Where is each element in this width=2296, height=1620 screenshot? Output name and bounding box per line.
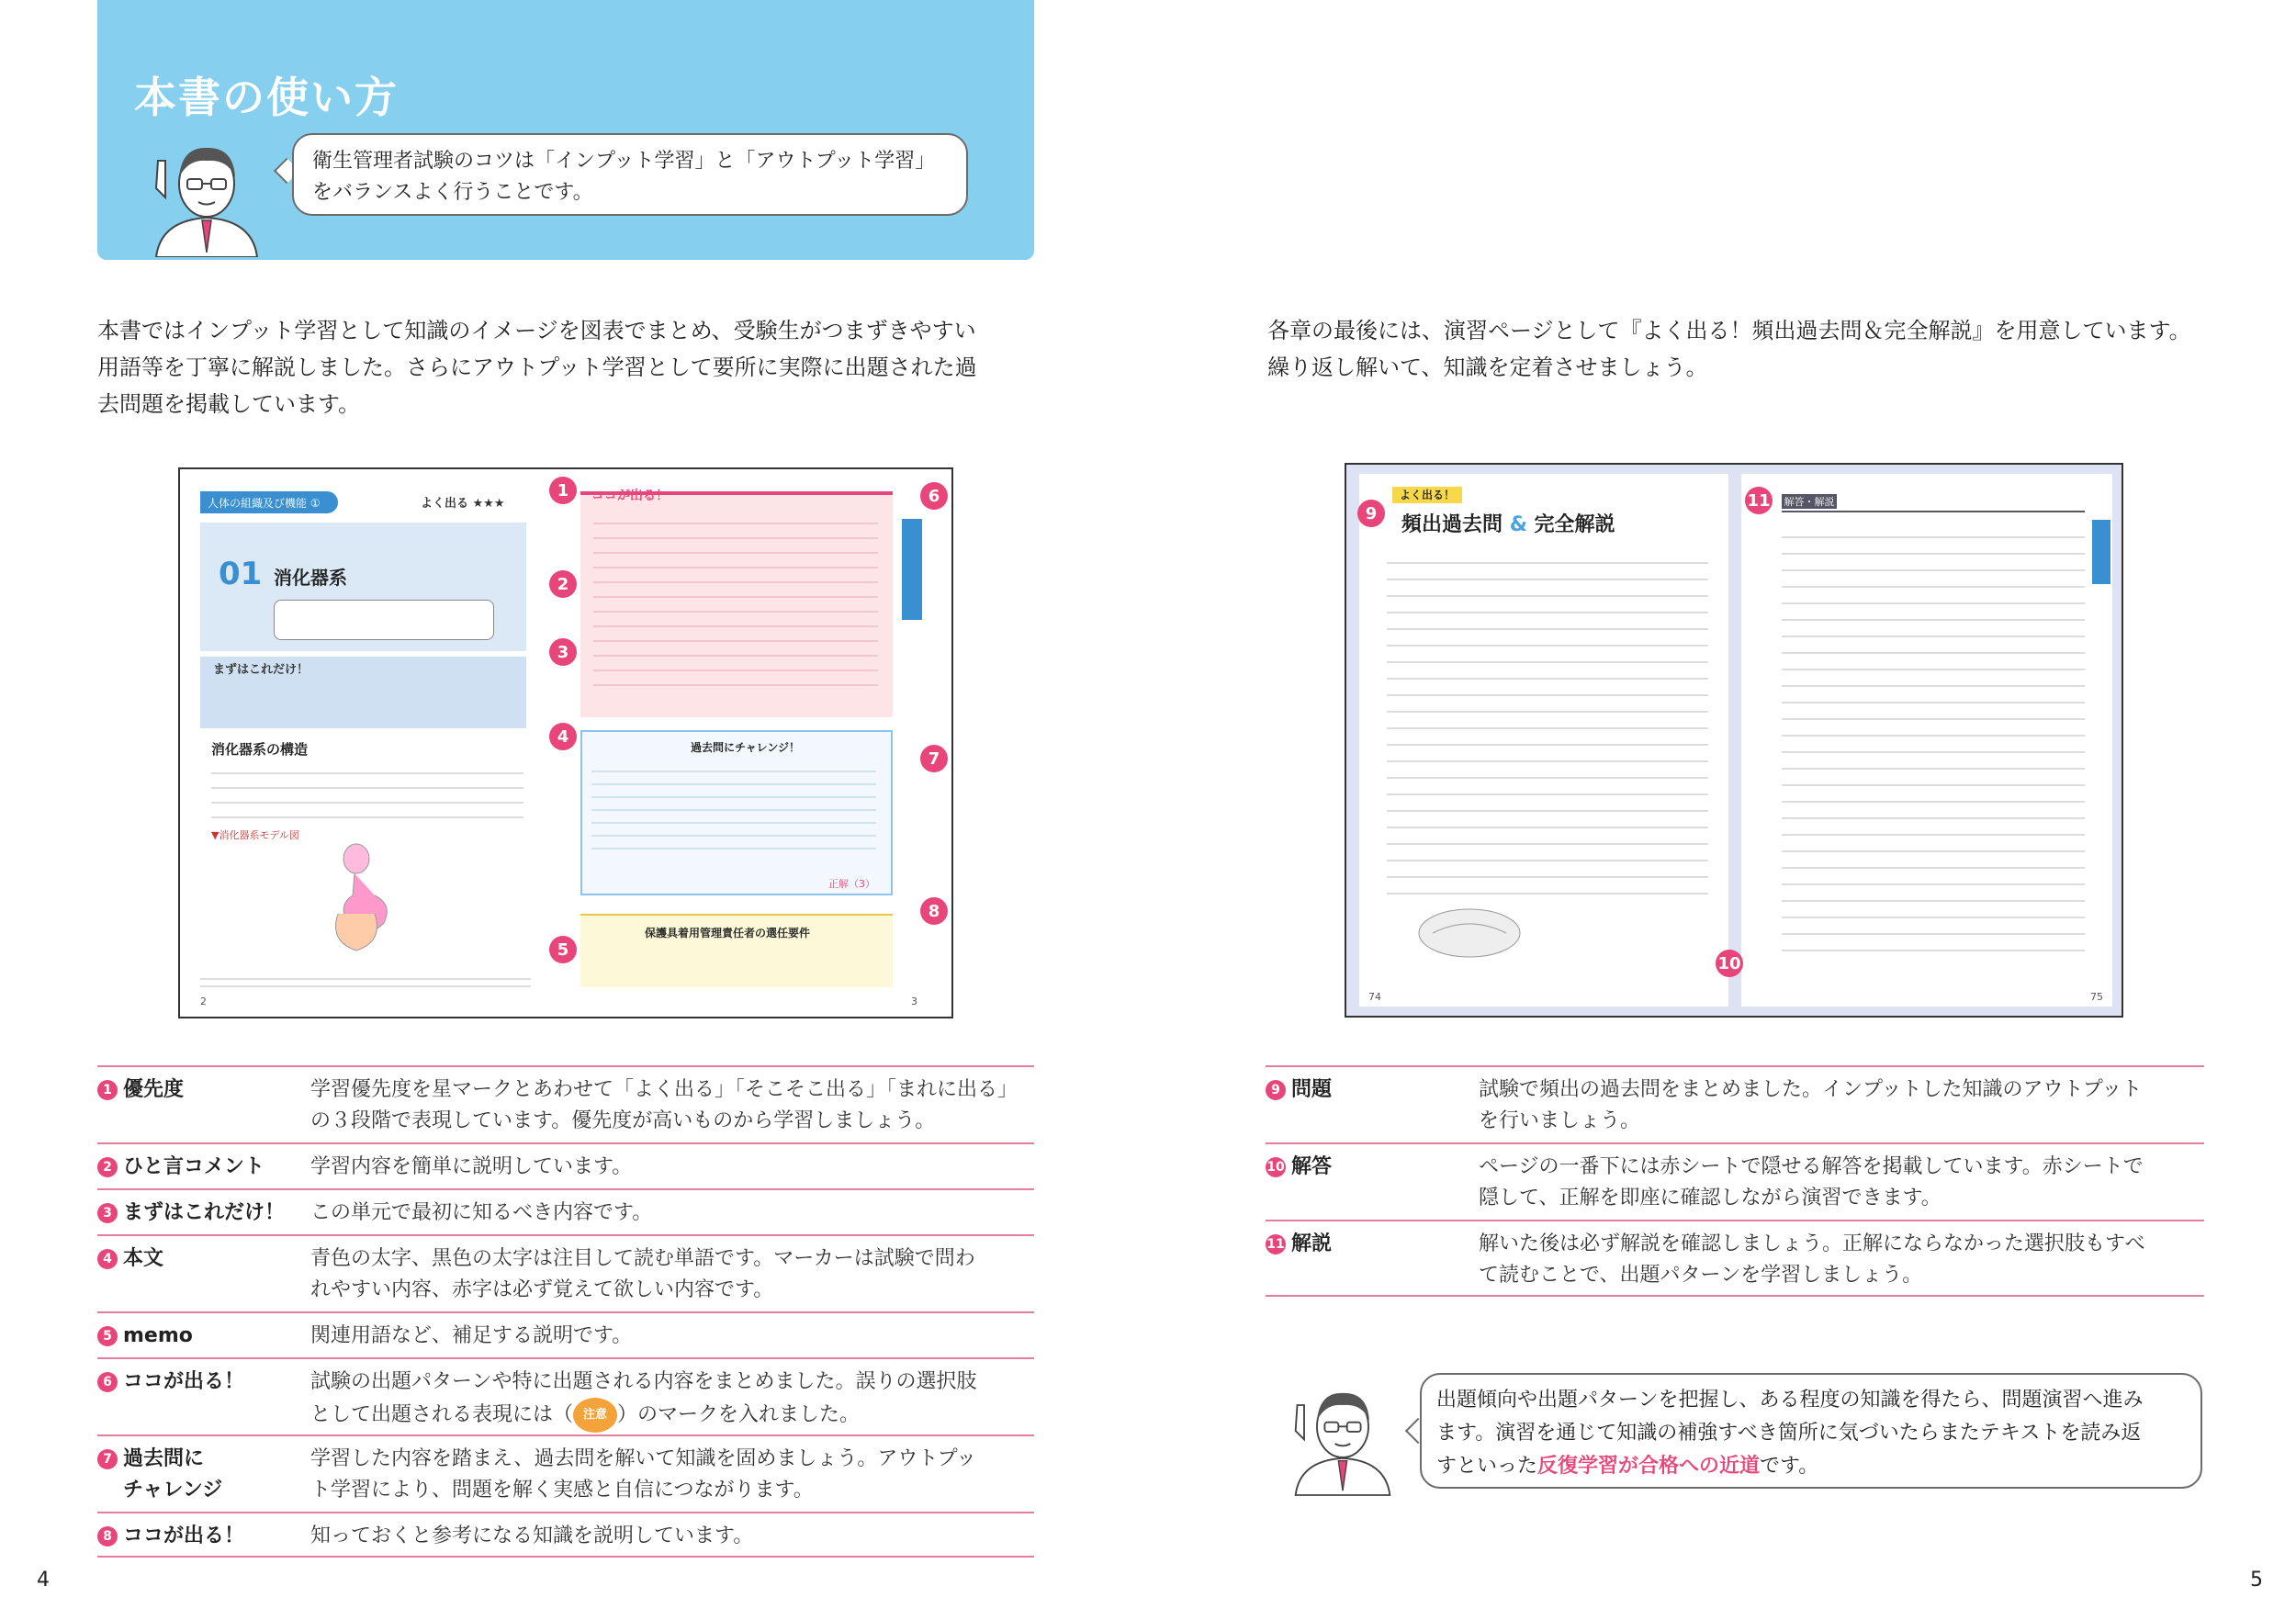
mock-right-page [1741, 474, 2112, 1007]
mock-tag: よく出る！ [1392, 487, 1462, 503]
right-intro: 各章の最後には、演習ページとして『よく出る！頻出過去問＆完全解説』を用意しています。 繰り返し解いて、知識を定着させましょう。 [1267, 318, 2191, 380]
mock-answer-header: 解答・解説 [1782, 494, 1837, 509]
legend-row: 11 解説 解いた後は必ず解説を確認しましょう。正解にならなかった選択肢もすべ て読むことで、出題パターンを学習しましょう。 [1266, 1220, 2204, 1297]
legend-label: 過去問に [123, 1447, 205, 1470]
bubble-line: 衛生管理者試験のコツは「インプット学習」と「アウトプット学習」 [312, 150, 936, 173]
legend-label: 解説 [1291, 1232, 1333, 1255]
mock-answer-lines [1782, 525, 2085, 966]
left-intro: 本書ではインプット学習として知識のイメージを図表でまとめ、受験生がつまずきやすい 用語等を丁寧に解説しました。さらにアウトプット学習として要所に実際に出題された過 去問題を掲載しています。 [97, 318, 977, 417]
mock-page-number: 74 [1368, 991, 1381, 1003]
marker-6: 6 [920, 482, 948, 510]
sample-spread-right [1345, 463, 2123, 1018]
legend-label: ココが出る！ [123, 1370, 245, 1393]
mock-koko-lines [593, 510, 878, 693]
marker-8: 8 [920, 897, 948, 925]
footer-speech-bubble: 出題傾向や出題パターンを把握し、ある程度の知識を得たら、問題演習へ進み ます。演習を通じて知識の補強すべき箇所に気づいたらまたテキストを読み返 すといった反復学習が合格への近道です。 [1420, 1373, 2202, 1489]
marker-7: 7 [920, 745, 948, 772]
bubble-line: をバランスよく行うことです。 [312, 181, 593, 204]
teacher-illustration [138, 133, 276, 257]
mock-left-page [200, 491, 540, 1007]
legend-label: 優先度 [123, 1078, 185, 1101]
mock-side-tab [2092, 520, 2110, 584]
mock-page-number: 75 [2090, 991, 2103, 1003]
sample-spread-left [178, 467, 953, 1018]
mock-question-lines [1387, 551, 1708, 900]
legend-number: 1 [97, 1080, 118, 1100]
marker-10: 10 [1716, 950, 1743, 977]
legend-row: 6 ココが出る！ 試験の出題パターンや特に出題される内容をまとめました。誤りの選択肢 として出題される表現には（ 注意 ）のマークを入れました。 [97, 1357, 1034, 1434]
mock-page-number: 3 [911, 996, 917, 1007]
legend-row: 10 解答 ページの一番下には赤シートで隠せる解答を掲載しています。赤シートで 隠して、正解を即座に確認しながら演習できます。 [1266, 1142, 2204, 1220]
mock-body-lines [211, 763, 523, 822]
digestive-diagram [274, 840, 439, 960]
legend-row: 7 過去問に チャレンジ 学習した内容を踏まえ、過去問を解いて知識を固めましょう。アウトプッ ト学習により、問題を解く実感と自信につながります。 [97, 1434, 1034, 1512]
legend-row: 2 ひと言コメント 学習内容を簡単に説明しています。 [97, 1142, 1034, 1188]
marker-9: 9 [1357, 500, 1385, 527]
legend-label: 問題 [1291, 1078, 1333, 1101]
legend-row: 1 優先度 学習優先度を星マークとあわせて「よく出る」「そこそこ出る」「まれに出る」 の３段階で表現しています。優先度が高いものから学習しましょう。 [97, 1065, 1034, 1142]
legend-row: 4 本文 青色の太字、黒色の太字は注目して読む単語です。マーカーは試験で問わ れやすい内容、赤字は必ず覚えて欲しい内容です。 [97, 1234, 1034, 1311]
mock-memo [200, 973, 531, 991]
legend-label: ココが出る！ [123, 1524, 245, 1547]
marker-3: 3 [549, 638, 577, 666]
mock-structure-title: 消化器系の構造 [211, 741, 309, 758]
mock-side-tab [902, 519, 922, 620]
mock-chapter-title: 消化器系 [274, 567, 347, 589]
mock-challenge-lines [591, 759, 876, 861]
legend-row: 8 ココが出る！ 知っておくと参考になる知識を説明しています。 [97, 1512, 1034, 1558]
mock-column-title: 保護具着用管理責任者の選任要件 [645, 927, 811, 939]
legend-label: memo [123, 1324, 193, 1347]
legend-row: 9 問題 試験で頻出の過去問をまとめました。インプットした知識のアウトプット を行いましょう。 [1266, 1065, 2204, 1142]
highlight-text: 反復学習が合格への近道 [1537, 1455, 1761, 1478]
mock-answer: 正解（3） [828, 878, 875, 890]
speech-bubble [292, 133, 968, 216]
mock-chapter-number: 01 [219, 556, 263, 592]
legend-row: 3 まずはこれだけ！ この単元で最初に知るべき内容です。 [97, 1188, 1034, 1234]
legend-label: 本文 [123, 1247, 164, 1270]
teacher-illustration [1278, 1378, 1407, 1497]
mock-model-title: ▼消化器系モデル図 [211, 829, 299, 841]
marker-1: 1 [549, 477, 577, 504]
brain-diagram [1414, 906, 1525, 961]
marker-5: 5 [549, 936, 577, 963]
mock-first-point: まずはこれだけ！ [200, 657, 526, 728]
mock-comment-bubble [274, 600, 494, 640]
page-title: 本書の使い方 [134, 73, 399, 122]
page-number-left: 4 [37, 1569, 50, 1592]
mock-section-tag: 人体の組織及び機能 ① [200, 491, 338, 513]
marker-2: 2 [549, 570, 577, 598]
mock-right-page [580, 489, 929, 1007]
marker-4: 4 [549, 723, 577, 750]
mock-priority: よく出る ★★★ [421, 497, 505, 511]
mock-page-number: 2 [200, 996, 207, 1007]
legend-row: 5 memo 関連用語など、補足する説明です。 [97, 1311, 1034, 1357]
legend-label: 解答 [1291, 1155, 1333, 1178]
marker-11: 11 [1745, 487, 1773, 514]
notice-icon: 注意 [573, 1398, 617, 1433]
legend-label: まずはこれだけ！ [123, 1201, 286, 1224]
mock-koko-title: ココが出る！ [591, 489, 669, 503]
mock-answer-rule [1782, 511, 2085, 512]
mock-title: 頻出過去問 & 完全解説 [1401, 513, 1615, 536]
legend-label: ひと言コメント [123, 1155, 265, 1178]
page-number-right: 5 [2250, 1569, 2263, 1592]
mock-challenge-title: 過去問にチャレンジ！ [691, 741, 801, 754]
mock-left-page [1359, 474, 1728, 1007]
